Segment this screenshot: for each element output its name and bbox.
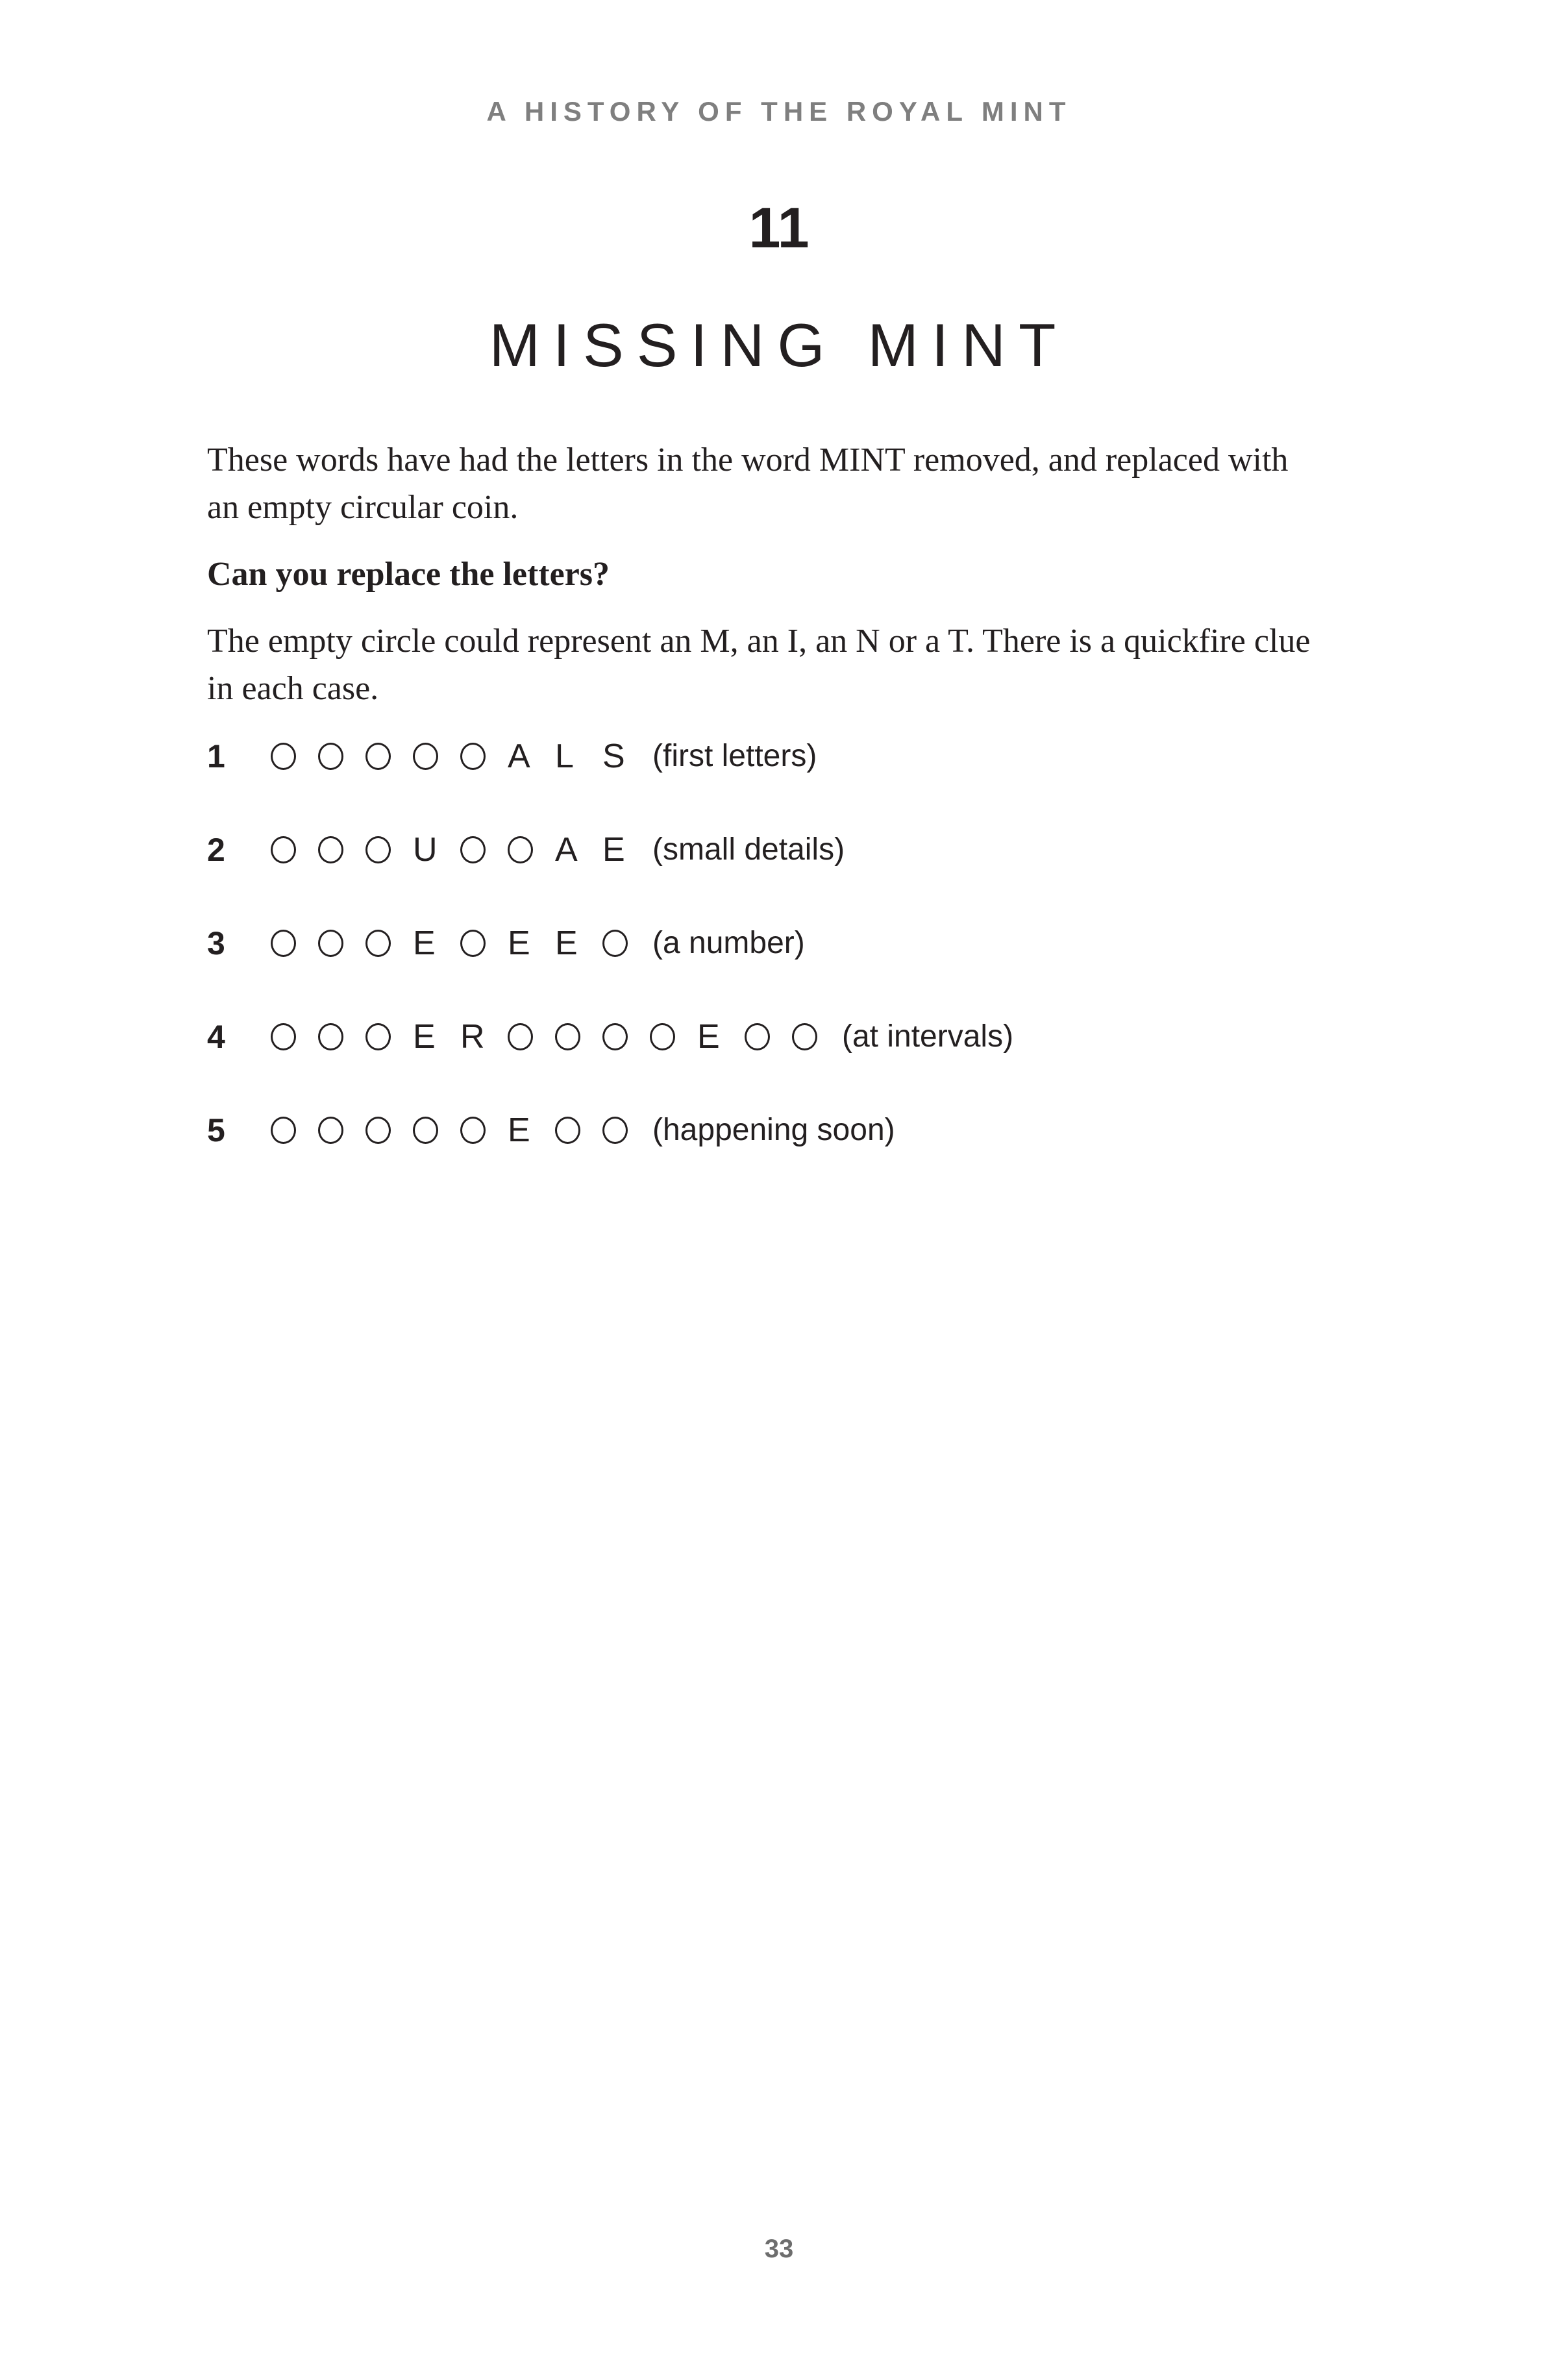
- letter: E: [555, 924, 578, 962]
- empty-coin-icon: [555, 1108, 602, 1153]
- empty-coin-icon: [318, 734, 365, 779]
- letter: A: [555, 831, 578, 869]
- coin-circle-icon: [508, 836, 533, 863]
- empty-coin-icon: [602, 921, 650, 966]
- empty-coin-icon: [650, 1014, 697, 1060]
- puzzle-item: [207, 921, 1013, 1014]
- coin-circle-icon: [365, 836, 391, 863]
- empty-coin-icon: [602, 1108, 650, 1153]
- question: [207, 551, 1376, 598]
- puzzle-item: [207, 1014, 1013, 1108]
- empty-coin-icon: [460, 734, 508, 779]
- empty-coin-icon: [555, 1014, 602, 1060]
- coin-circle-icon: [271, 1117, 296, 1144]
- letter: E: [413, 924, 436, 962]
- puzzle-list: [207, 734, 1013, 1201]
- coin-circle-icon: [602, 1023, 628, 1050]
- empty-coin-icon: [508, 827, 555, 873]
- puzzle-clue: (at intervals): [842, 1019, 1014, 1054]
- letter: S: [602, 738, 625, 775]
- text-line: Can you replace the letters?: [207, 556, 610, 593]
- coin-circle-icon: [318, 930, 343, 957]
- chapter-number: 11: [748, 195, 810, 260]
- empty-coin-icon: [318, 1108, 365, 1153]
- coin-circle-icon: [271, 836, 296, 863]
- empty-coin-icon: [365, 1014, 413, 1060]
- puzzle-item: [207, 827, 1013, 921]
- puzzle-item: [207, 1108, 1013, 1201]
- coin-circle-icon: [365, 1023, 391, 1050]
- puzzle-clue: (first letters): [652, 739, 817, 773]
- coin-circle-icon: [650, 1023, 675, 1050]
- running-head: A HISTORY OF THE ROYAL MINT: [486, 96, 1072, 127]
- empty-coin-icon: [271, 734, 318, 779]
- empty-coin-icon: [792, 1014, 839, 1060]
- coin-circle-icon: [460, 743, 486, 770]
- coin-circle-icon: [365, 1117, 391, 1144]
- empty-coin-icon: [460, 827, 508, 873]
- coin-circle-icon: [555, 1117, 580, 1144]
- page-number: 33: [764, 2235, 794, 2263]
- letter: E: [508, 924, 530, 962]
- empty-coin-icon: [365, 827, 413, 873]
- empty-coin-icon: [413, 1108, 460, 1153]
- intro-paragraph: [207, 436, 1376, 531]
- puzzle-clue: (happening soon): [652, 1113, 895, 1147]
- coin-circle-icon: [460, 836, 486, 863]
- letter: L: [555, 738, 574, 775]
- empty-coin-icon: [745, 1014, 792, 1060]
- coin-circle-icon: [460, 1117, 486, 1144]
- letter: A: [508, 738, 530, 775]
- letter: R: [460, 1018, 485, 1056]
- coin-circle-icon: [792, 1023, 817, 1050]
- empty-coin-icon: [602, 1014, 650, 1060]
- empty-coin-icon: [365, 734, 413, 779]
- coin-circle-icon: [318, 743, 343, 770]
- puzzle-number: 2: [207, 832, 225, 868]
- coin-circle-icon: [365, 930, 391, 957]
- explanation-paragraph: [207, 617, 1376, 712]
- empty-coin-icon: [318, 1014, 365, 1060]
- letter: E: [413, 1018, 436, 1056]
- letter: E: [602, 831, 625, 869]
- empty-coin-icon: [271, 921, 318, 966]
- puzzle-number: 5: [207, 1112, 225, 1148]
- coin-circle-icon: [602, 930, 628, 957]
- text-line: These words have had the letters in the word MINT removed, and replaced with: [207, 441, 1289, 478]
- empty-coin-icon: [271, 1014, 318, 1060]
- puzzle-clue: (a number): [652, 926, 805, 960]
- coin-circle-icon: [271, 930, 296, 957]
- coin-circle-icon: [318, 1117, 343, 1144]
- empty-coin-icon: [508, 1014, 555, 1060]
- puzzle-number: 1: [207, 738, 225, 775]
- coin-circle-icon: [602, 1117, 628, 1144]
- text-line: The empty circle could represent an M, an I, an N or a T. There is a quickfire clue: [207, 623, 1311, 660]
- text-line: an empty circular coin.: [207, 489, 519, 526]
- empty-coin-icon: [460, 921, 508, 966]
- puzzle-number: 3: [207, 925, 225, 961]
- coin-circle-icon: [745, 1023, 770, 1050]
- coin-circle-icon: [318, 1023, 343, 1050]
- empty-coin-icon: [365, 1108, 413, 1153]
- empty-coin-icon: [318, 827, 365, 873]
- coin-circle-icon: [460, 930, 486, 957]
- puzzle-clue: (small details): [652, 832, 845, 867]
- empty-coin-icon: [413, 734, 460, 779]
- coin-circle-icon: [318, 836, 343, 863]
- empty-coin-icon: [271, 827, 318, 873]
- empty-coin-icon: [271, 1108, 318, 1153]
- coin-circle-icon: [413, 1117, 438, 1144]
- puzzle-item: [207, 734, 1013, 827]
- coin-circle-icon: [555, 1023, 580, 1050]
- letter: E: [508, 1111, 530, 1149]
- empty-coin-icon: [318, 921, 365, 966]
- letter: E: [697, 1018, 720, 1056]
- coin-circle-icon: [271, 1023, 296, 1050]
- coin-circle-icon: [413, 743, 438, 770]
- empty-coin-icon: [460, 1108, 508, 1153]
- body-text: [207, 436, 1376, 732]
- text-line: in each case.: [207, 670, 379, 707]
- coin-circle-icon: [508, 1023, 533, 1050]
- coin-circle-icon: [271, 743, 296, 770]
- coin-circle-icon: [365, 743, 391, 770]
- puzzle-number: 4: [207, 1019, 225, 1055]
- letter: U: [413, 831, 438, 869]
- page-title: MISSING MINT: [489, 311, 1069, 379]
- empty-coin-icon: [365, 921, 413, 966]
